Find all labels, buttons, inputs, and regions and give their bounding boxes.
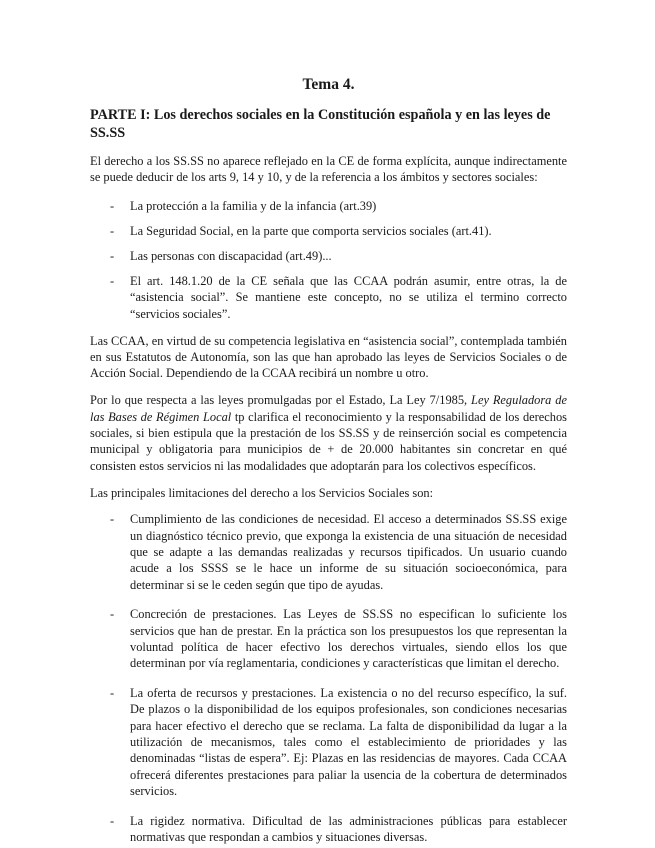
- bullet-dash: -: [110, 198, 115, 213]
- estado-text-before: Por lo que respecta a las leyes promulgadas por el Estado, La Ley 7/1985,: [90, 393, 472, 408]
- document-title: Tema 4.: [302, 76, 355, 93]
- bullet-dash: -: [110, 223, 115, 238]
- list-item: [90, 273, 567, 322]
- list-item-text: La Seguridad Social, en la parte que comporta servicios sociales (art.41).: [130, 223, 492, 238]
- law-title-italic: Ley Reguladora de las Bases de Régimen Local: [90, 393, 567, 424]
- list-item-text: La oferta de recursos y prestaciones. La existencia o no del recurso específico, la suf. De plazos o la disponibilidad de los equipos profesionales, son condiciones necesarias para hacer efectivo el derecho que se reclama. La falta de disponibilidad da lugar a la utilización de mecanismos, tales como el establecimiento de prioridades y las denominadas “listas de espera”. Ej: Plazas en las residencias de mayores. Cada CCAA ofrecerá diferentes prestaciones para paliar la usencia de la cobertura de determinados servicios.: [130, 685, 567, 799]
- list-item: [90, 248, 567, 264]
- bullet-dash: -: [110, 607, 115, 622]
- estado-text-after: tp clarifica el reconocimiento y la responsabilidad de los derechos sociales, si bien estipula que la prestación de los SS.SS y de reinserción social es competencia municipal y obligatoria para municipios de + de 20.000 habitantes sin concretar en qué consisten estos servicios ni las modalidades que adoptarán para los colectivos específicos.: [90, 409, 567, 473]
- list-item: [90, 685, 567, 800]
- bullet-dash: -: [110, 248, 115, 263]
- bullet-dash: -: [110, 512, 115, 527]
- bullet-dash: -: [110, 813, 115, 828]
- list-item-text: La protección a la familia y de la infancia (art.39): [130, 198, 377, 213]
- constitution-articles-list: [90, 198, 567, 322]
- ccaa-paragraph: Las CCAA, en virtud de su competencia legislativa en “asistencia social”, contemplada también en sus Estatutos de Autonomía, son las que han aprobado las leyes de Servicios Sociales o de Acción Social. Dependiendo de la CCAA recibirá un nombre u otro.: [90, 333, 567, 381]
- list-item-text: Las personas con discapacidad (art.49)...: [130, 248, 332, 263]
- list-item: [90, 223, 567, 239]
- list-item-text: Concreción de prestaciones. Las Leyes de SS.SS no especifican lo suficiente los servicios que han de prestar. En la práctica son los presupuestos los que representan la voluntad política de hacer efectivo los derechos virtuales, siendo ellos los que determinan por vía reglamentaria, condiciones y características que limitan el derecho.: [130, 607, 567, 671]
- list-item: [90, 511, 567, 593]
- list-item: [90, 813, 567, 846]
- intro-paragraph: El derecho a los SS.SS no aparece reflejado en la CE de forma explícita, aunque indirectamente se puede deducir de los arts 9, 14 y 10, y de la referencia a los ámbitos y sectores sociales:: [90, 154, 567, 185]
- limitaciones-intro: Las principales limitaciones del derecho a los Servicios Sociales son:: [90, 485, 434, 500]
- estado-paragraph: [90, 392, 567, 474]
- list-item-text: La rigidez normativa. Dificultad de las administraciones públicas para establecer normativas que respondan a cambios y situaciones diversas.: [130, 813, 567, 845]
- section-heading: PARTE I: Los derechos sociales en la Constitución española y en las leyes de SS.SS: [90, 107, 551, 141]
- limitaciones-list: [90, 511, 567, 845]
- list-item-text: Cumplimiento de las condiciones de necesidad. El acceso a determinados SS.SS exige un diagnóstico técnico previo, que exponga la existencia de una situación de necesidad que se adapte a las demandas realizadas y recursos tipificados. Un usuario cuando acude a los SSSS se le hace un informe de su situación socioeconómica, para determinar si se le ceden según que tipo de ayudas.: [130, 512, 567, 592]
- bullet-dash: -: [110, 685, 115, 700]
- list-item-text: El art. 148.1.20 de la CE señala que las CCAA podrán asumir, entre otras, la de “asistencia social”. Se mantiene este concepto, no se utiliza el termino correcto “servicios sociales”.: [130, 273, 567, 321]
- list-item: [90, 606, 567, 672]
- bullet-dash: -: [110, 273, 115, 288]
- list-item: [90, 198, 567, 214]
